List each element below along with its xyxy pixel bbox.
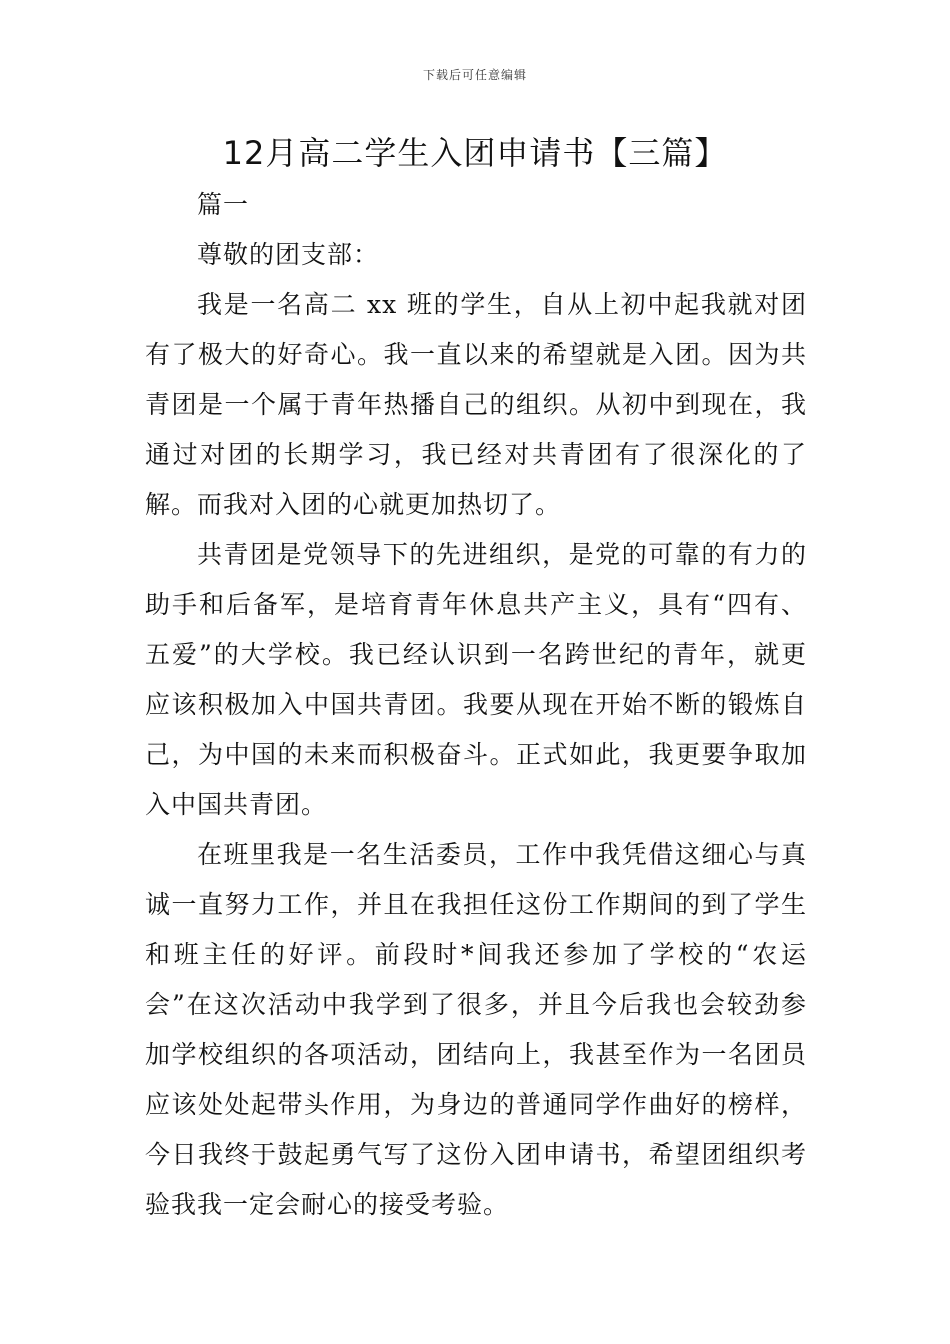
body-paragraph: 我是一名高二 xx 班的学生，自从上初中起我就对团有了极大的好奇心。我一直以来的希望就是入团。因为共青团是一个属于青年热播自己的组织。从初中到现在，我通过对团的长期学习，我已经对共青团有了很深化的了解。而我对入团的心就更加热切了。 — [145, 290, 807, 519]
body-paragraph: 在班里我是一名生活委员，工作中我凭借这细心与真诚一直努力工作，并且在我担任这份工作期间的到了学生和班主任的好评。前段时*间我还参加了学校的“农运会”在这次活动中我学到了很多，并且今后我也会较劲参加学校组织的各项活动，团结向上，我甚至作为一名团员应该处处起带头作用，为身边的普通同学作曲好的榜样，今日我终于鼓起勇气写了这份入团申请书，希望团组织考验我我一定会耐心的接受考验。 — [145, 840, 807, 1219]
header-note: 下载后可任意编辑 — [422, 68, 527, 82]
document-title: 12月高二学生入团申请书【三篇】 — [222, 134, 728, 172]
section-label: 篇一 — [197, 190, 250, 219]
document-body — [145, 180, 807, 1230]
salutation: 尊敬的团支部： — [197, 240, 380, 269]
body-paragraph: 共青团是党领导下的先进组织，是党的可靠的有力的助手和后备军，是培育青年休息共产主义，具有“四有、五爱”的大学校。我已经认识到一名跨世纪的青年，就更应该积极加入中国共青团。我要从现在开始不断的锻炼自己，为中国的未来而积极奋斗。正式如此，我更要争取加入中国共青团。 — [145, 540, 807, 819]
